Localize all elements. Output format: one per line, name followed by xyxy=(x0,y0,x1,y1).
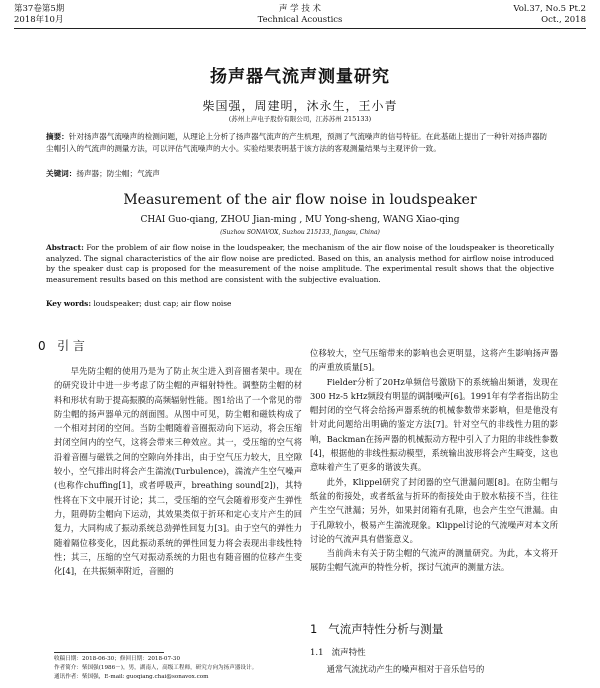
en-authors: CHAI Guo-qiang, ZHOU Jian-ming , MU Yong-sheng, WANG Xiao-qing xyxy=(140,215,460,225)
right-paragraph-2: 此外，Klippel研究了封闭器的空气泄漏问题[8]。在防尘帽与纸盆的衔接处，或者纸盆与折环的衔接处由于胶水粘接不当，往往产生空气泄漏；另外，如果封闭箱有孔隙，也会产生空气泄漏。由于孔隙较小，极易产生湍流现象。Klippel讨论的气流噪声对本文所讨论的气流声具有借鉴意义。 xyxy=(310,476,558,544)
cn-authors: 柴国强，周建明，沐永生，王小青 xyxy=(202,99,398,113)
right-paragraph-0: 位移较大，空气压缩带来的影响也会更明显，这将产生影响扬声器的声重放质量[5]。 xyxy=(310,348,558,373)
cn-affiliation: (苏州上声电子股份有限公司，江苏苏州 215133) xyxy=(228,115,372,123)
intro-paragraph: 早先防尘帽的使用乃是为了防止灰尘进入到音圈者架中。现在的研究设计中进一步考虑了防尘帽的声辐射特性。调整防尘帽的材料和形状有助于提高振膜的高频辐射性能。图1给出了一个常见的带防尘帽的扬声器单元的剖面图。从图中可见，防尘帽和磁铁构成了一个相对封闭的空间。当防尘帽随着音圈振动向下运动，将会压缩封闭空间内的空气，这将会带来三种效应。其一，受压缩的空气将沿着音圈与磁铁之间的空隙向外排出，由于空气压力较大，且空隙较小，空气排出时将会产生湍流(Turbulence)，湍流产生空气噪声(也称作chuffing[1]，或者呼吸声，breathing sound[2])，其特性将在下文中展开讨论；其二，受压缩的空气会随着形变产生弹性力，阻碍防尘帽向下运动，其效果类似于折环和定心支片产生的回复力，大同构成了振动系统总劲弹性回复力[3]。由于空气的弹性力随着隔位移变化，因此振动系统的弹性回复力将会表现出非线性特性；其三，压缩的空气对振动系统的力阻也有随音圈的位移产生变化[4]，在共振频率附近，音圈的 xyxy=(54,366,302,577)
section-0-heading xyxy=(38,337,85,354)
journal-name xyxy=(14,4,586,26)
cn-keywords xyxy=(46,168,554,180)
en-keywords-label: Key words: xyxy=(46,299,92,308)
section-0-title: 引 言 xyxy=(57,339,85,353)
en-keywords xyxy=(46,299,554,309)
issue-date-en: Oct., 2018 xyxy=(541,15,586,25)
section-1-1-heading xyxy=(310,646,366,658)
cn-keywords-text: 扬声器；防尘帽；气流声 xyxy=(76,169,160,178)
en-abstract-text: For the problem of air flow noise in the loudspeaker, the mechanism of the air flow noise of the loudspeaker is theoretically analyzed. The signal characteristics of the air flow noise are predicted. Based on this, an analysis method for airflow noise introduced by the speaker dust cap is proposed for the measurement of the noise amplitude. The experimental result shows that the objective measurement results based on this method are consistent with the subjective evaluation. xyxy=(46,243,554,284)
right-column-end: 通常气流扰动产生的噪声相对于音乐信号的 xyxy=(326,664,485,674)
running-header xyxy=(14,4,586,30)
section-1-title: 气流声特性分析与测量 xyxy=(328,622,444,636)
right-paragraph-3: 当前尚未有关于防尘帽的气流声的测量研究。为此，本文将开展防尘帽气流声的特性分析，探讨气流声的测量方法。 xyxy=(310,548,558,573)
cn-title: 扬声器气流声测量研究 xyxy=(210,67,390,87)
journal-name-en: Technical Acoustics xyxy=(257,15,343,25)
issue-date-cn: 2018年10月 xyxy=(14,15,64,25)
volume-issue: 第37卷第5期 xyxy=(14,4,65,14)
cn-abstract-label: 摘要： xyxy=(46,132,69,141)
en-affiliation: (Suzhou SONAVOX, Suzhou 215133, Jiangsu, China) xyxy=(220,229,380,236)
section-1-1-title: 流声特性 xyxy=(331,648,366,658)
section-1-1-number: 1.1 xyxy=(310,648,324,658)
cn-keywords-label: 关键词： xyxy=(46,169,77,178)
right-column xyxy=(310,346,558,575)
journal-name-cn: 声 学 技 术 xyxy=(278,4,322,14)
en-keywords-text: loudspeaker; dust cap; air flow noise xyxy=(93,299,232,308)
footnote-rule xyxy=(54,652,164,653)
en-abstract xyxy=(46,243,554,285)
volume-issue-en: Vol.37, No.5 Pt.2 xyxy=(513,4,586,14)
right-paragraph-1: Fielder分析了20Hz单频信号激励下的系统输出频谱，发现在300 Hz-5 kHz频段有明显的调制噪声[6]。1991年有学者指出防尘帽封闭的空气将会给扬声器系统的机械参数带来影响，但是他没有针对此问题给出明确的鉴定方法[7]。针对空气的非线性力阻的影响，Backman在扬声器的机械振动方程中引入了力阻的非线性参数[4]，根据他的非线性振动模型，系统输出波形将会产生畸变，这也意味着产生了更多的谐波失真。 xyxy=(310,376,558,473)
header-rule xyxy=(14,28,586,29)
en-abstract-label: Abstract: xyxy=(46,243,84,252)
en-title: Measurement of the air flow noise in loudspeaker xyxy=(123,192,477,208)
section-1-number: 1 xyxy=(310,622,318,636)
cn-abstract xyxy=(46,131,554,155)
section-0-number: 0 xyxy=(38,339,46,353)
left-column xyxy=(54,364,302,578)
journal-volume-en xyxy=(513,4,586,26)
cn-abstract-text: 针对扬声器气流噪声的检测问题，从理论上分析了扬声器气流声的产生机理，预测了气流噪声的信号特征。在此基础上提出了一种针对扬声器防尘帽引入的气流声的测量方法，可以评估气流噪声的大小。实验结果表明基于该方法的客观测量结果与主观评价一致。 xyxy=(46,132,548,153)
footnote-received: 收稿日期：2018-06-30；修回日期：2018-07-30 xyxy=(54,656,181,662)
footnote-author: 作者简介：柴国强(1986－)，男，湖南人，高级工程师，研究方向为扬声器设计。 xyxy=(54,665,258,671)
section-1-heading xyxy=(310,621,443,637)
footnote-contact: 通讯作者：柴国强，E-mail: guoqiang.chai@sonavox.com xyxy=(54,674,209,680)
footnote xyxy=(54,655,302,682)
